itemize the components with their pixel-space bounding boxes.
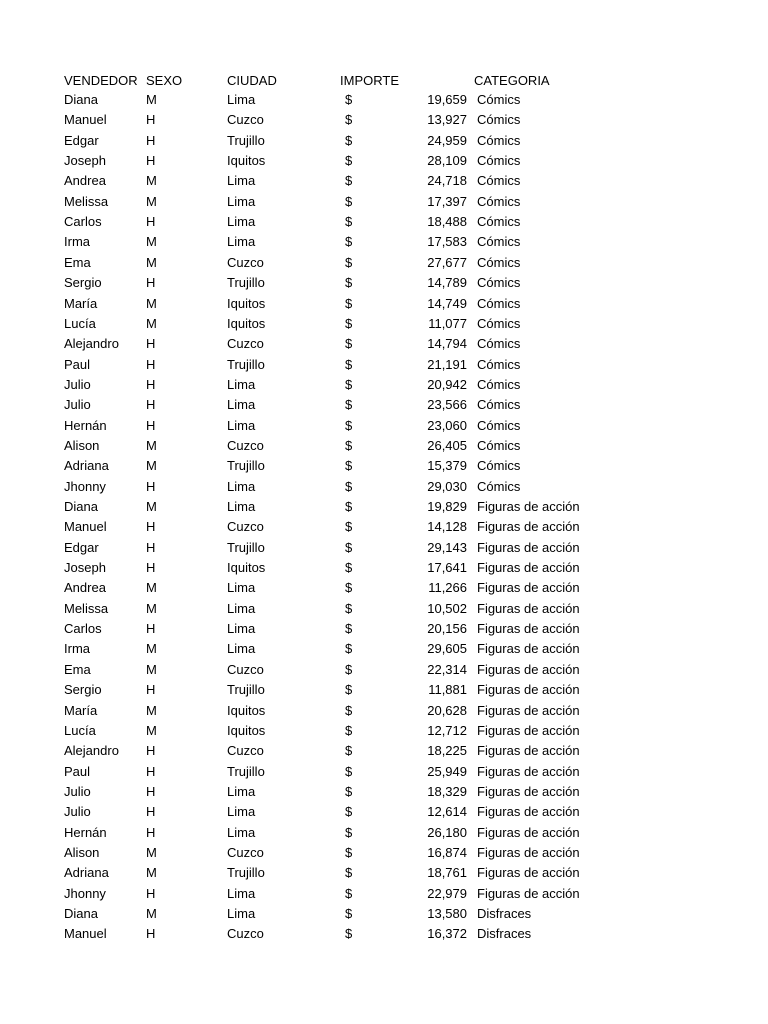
cell-ciudad: Lima xyxy=(227,804,256,820)
table-row xyxy=(0,110,768,130)
cell-importe: 14,789 xyxy=(427,275,467,291)
table-row xyxy=(0,639,768,659)
cell-importe: 24,718 xyxy=(427,173,467,189)
cell-currency-symbol: $ xyxy=(345,275,353,291)
table-row xyxy=(0,294,768,314)
cell-categoria: Cómics xyxy=(477,437,521,453)
table-row xyxy=(0,253,768,273)
cell-ciudad: Trujillo xyxy=(227,763,265,779)
cell-importe: 23,566 xyxy=(427,397,467,413)
cell-vendedor: Lucía xyxy=(64,722,96,738)
cell-ciudad: Lima xyxy=(227,193,256,209)
table-row xyxy=(0,395,768,415)
cell-sexo: H xyxy=(146,682,156,698)
cell-ciudad: Iquitos xyxy=(227,295,266,311)
table-row xyxy=(0,904,768,924)
cell-importe: 18,225 xyxy=(427,743,467,759)
cell-ciudad: Lima xyxy=(227,499,256,514)
table-row xyxy=(0,497,768,517)
cell-currency-symbol: $ xyxy=(345,397,353,413)
cell-currency-symbol: $ xyxy=(345,722,353,738)
cell-ciudad: Iquitos xyxy=(227,722,266,738)
table-row xyxy=(0,924,768,944)
cell-categoria: Cómics xyxy=(477,376,521,392)
cell-sexo: H xyxy=(146,417,156,433)
table-row xyxy=(0,436,768,456)
cell-categoria: Figuras de acción xyxy=(477,702,580,718)
table-row xyxy=(0,558,768,578)
cell-categoria: Cómics xyxy=(477,397,521,413)
cell-categoria: Cómics xyxy=(477,234,521,250)
table-row xyxy=(0,782,768,802)
cell-sexo: H xyxy=(146,112,156,128)
cell-importe: 29,605 xyxy=(427,641,467,657)
cell-importe: 22,979 xyxy=(427,885,467,901)
table-row xyxy=(0,538,768,558)
cell-ciudad: Lima xyxy=(227,783,256,799)
cell-importe: 13,927 xyxy=(427,112,467,128)
cell-sexo: M xyxy=(146,722,157,738)
cell-importe: 23,060 xyxy=(427,417,467,433)
cell-sexo: H xyxy=(146,356,156,372)
cell-ciudad: Trujillo xyxy=(227,539,265,555)
table-row xyxy=(0,884,768,904)
cell-currency-symbol: $ xyxy=(345,926,353,942)
cell-currency-symbol: $ xyxy=(345,682,353,698)
cell-categoria: Cómics xyxy=(477,336,521,352)
cell-currency-symbol: $ xyxy=(345,844,353,860)
cell-ciudad: Cuzco xyxy=(227,743,264,759)
cell-vendedor: Paul xyxy=(64,763,91,779)
cell-categoria: Figuras de acción xyxy=(477,844,580,860)
cell-vendedor: Lucía xyxy=(64,315,96,331)
cell-vendedor: Jhonny xyxy=(64,478,106,494)
cell-vendedor: Alison xyxy=(64,437,100,453)
cell-importe: 20,628 xyxy=(427,702,467,718)
cell-sexo: H xyxy=(146,214,156,230)
cell-sexo: M xyxy=(146,844,157,860)
cell-sexo: M xyxy=(146,193,157,209)
cell-categoria: Figuras de acción xyxy=(477,661,580,677)
cell-currency-symbol: $ xyxy=(345,417,353,433)
cell-importe: 12,614 xyxy=(427,804,467,820)
cell-currency-symbol: $ xyxy=(345,824,353,840)
cell-importe: 14,794 xyxy=(427,336,467,352)
header-importe: IMPORTE xyxy=(340,73,399,88)
cell-sexo: M xyxy=(146,92,157,107)
cell-vendedor: Carlos xyxy=(64,621,102,637)
cell-importe: 18,329 xyxy=(427,783,467,799)
table-row xyxy=(0,314,768,334)
cell-currency-symbol: $ xyxy=(345,539,353,555)
cell-sexo: H xyxy=(146,376,156,392)
table-row xyxy=(0,599,768,619)
cell-sexo: M xyxy=(146,173,157,189)
cell-currency-symbol: $ xyxy=(345,92,353,107)
cell-importe: 12,712 xyxy=(427,722,467,738)
cell-vendedor: Manuel xyxy=(64,112,107,128)
cell-vendedor: Paul xyxy=(64,356,91,372)
cell-importe: 16,372 xyxy=(427,926,467,942)
table-row xyxy=(0,90,768,110)
cell-importe: 24,959 xyxy=(427,132,467,148)
cell-ciudad: Cuzco xyxy=(227,844,264,860)
cell-sexo: M xyxy=(146,295,157,311)
table-row xyxy=(0,273,768,293)
cell-sexo: H xyxy=(146,336,156,352)
cell-categoria: Cómics xyxy=(477,275,521,291)
cell-ciudad: Trujillo xyxy=(227,132,265,148)
cell-categoria: Figuras de acción xyxy=(477,539,580,555)
cell-importe: 17,641 xyxy=(427,560,467,576)
cell-sexo: M xyxy=(146,315,157,331)
cell-sexo: M xyxy=(146,458,157,474)
cell-vendedor: Joseph xyxy=(64,560,106,576)
cell-currency-symbol: $ xyxy=(345,437,353,453)
cell-currency-symbol: $ xyxy=(345,580,353,596)
table-row xyxy=(0,741,768,761)
cell-currency-symbol: $ xyxy=(345,173,353,189)
cell-currency-symbol: $ xyxy=(345,560,353,576)
cell-ciudad: Lima xyxy=(227,92,256,107)
cell-currency-symbol: $ xyxy=(345,376,353,392)
table-row xyxy=(0,517,768,537)
cell-importe: 19,829 xyxy=(427,499,467,514)
table-row xyxy=(0,843,768,863)
table-row xyxy=(0,456,768,476)
cell-categoria: Figuras de acción xyxy=(477,783,580,799)
cell-sexo: M xyxy=(146,641,157,657)
cell-vendedor: Ema xyxy=(64,254,91,270)
cell-sexo: M xyxy=(146,499,157,514)
cell-importe: 29,143 xyxy=(427,539,467,555)
cell-currency-symbol: $ xyxy=(345,315,353,331)
cell-sexo: H xyxy=(146,783,156,799)
cell-sexo: H xyxy=(146,132,156,148)
cell-importe: 16,874 xyxy=(427,844,467,860)
cell-sexo: M xyxy=(146,580,157,596)
cell-categoria: Cómics xyxy=(477,458,521,474)
cell-currency-symbol: $ xyxy=(345,214,353,230)
cell-importe: 11,881 xyxy=(428,682,467,698)
cell-ciudad: Iquitos xyxy=(227,315,266,331)
cell-vendedor: Diana xyxy=(64,92,98,107)
table-row xyxy=(0,823,768,843)
cell-categoria: Figuras de acción xyxy=(477,743,580,759)
table-row xyxy=(0,619,768,639)
cell-ciudad: Lima xyxy=(227,214,256,230)
cell-categoria: Cómics xyxy=(477,417,521,433)
cell-currency-symbol: $ xyxy=(345,234,353,250)
cell-categoria: Figuras de acción xyxy=(477,865,580,881)
cell-sexo: H xyxy=(146,519,156,535)
cell-vendedor: Irma xyxy=(64,641,90,657)
cell-ciudad: Lima xyxy=(227,824,256,840)
cell-currency-symbol: $ xyxy=(345,153,353,169)
cell-categoria: Figuras de acción xyxy=(477,763,580,779)
cell-vendedor: Manuel xyxy=(64,926,107,942)
table-row xyxy=(0,578,768,598)
cell-currency-symbol: $ xyxy=(345,458,353,474)
table-row xyxy=(0,416,768,436)
cell-importe: 20,942 xyxy=(427,376,467,392)
cell-importe: 14,749 xyxy=(427,295,467,311)
cell-categoria: Cómics xyxy=(477,92,521,107)
cell-vendedor: Edgar xyxy=(64,539,99,555)
cell-ciudad: Cuzco xyxy=(227,437,264,453)
cell-ciudad: Lima xyxy=(227,885,256,901)
cell-importe: 22,314 xyxy=(427,661,467,677)
table-row xyxy=(0,762,768,782)
cell-importe: 15,379 xyxy=(427,458,467,474)
cell-categoria: Cómics xyxy=(477,254,521,270)
cell-categoria: Figuras de acción xyxy=(477,641,580,657)
cell-ciudad: Lima xyxy=(227,478,256,494)
table-row xyxy=(0,477,768,497)
table-row xyxy=(0,131,768,151)
cell-vendedor: Melissa xyxy=(64,600,109,616)
cell-currency-symbol: $ xyxy=(345,763,353,779)
cell-categoria: Cómics xyxy=(477,295,521,311)
cell-categoria: Disfraces xyxy=(477,906,532,921)
cell-importe: 26,405 xyxy=(427,437,467,453)
cell-ciudad: Lima xyxy=(227,397,256,413)
cell-currency-symbol: $ xyxy=(345,743,353,759)
cell-currency-symbol: $ xyxy=(345,336,353,352)
cell-vendedor: Julio xyxy=(64,804,91,820)
table-row xyxy=(0,212,768,232)
cell-vendedor: Diana xyxy=(64,499,98,514)
cell-categoria: Figuras de acción xyxy=(477,621,580,637)
cell-sexo: H xyxy=(146,824,156,840)
cell-ciudad: Trujillo xyxy=(227,458,265,474)
cell-importe: 17,397 xyxy=(427,193,467,209)
cell-ciudad: Iquitos xyxy=(227,153,266,169)
cell-ciudad: Trujillo xyxy=(227,865,265,881)
cell-vendedor: Edgar xyxy=(64,132,99,148)
cell-sexo: M xyxy=(146,702,157,718)
cell-ciudad: Lima xyxy=(227,376,256,392)
cell-vendedor: Adriana xyxy=(64,458,109,474)
cell-sexo: H xyxy=(146,560,156,576)
cell-ciudad: Cuzco xyxy=(227,336,264,352)
cell-importe: 19,659 xyxy=(427,92,467,107)
cell-categoria: Figuras de acción xyxy=(477,824,580,840)
cell-importe: 11,266 xyxy=(428,580,467,596)
cell-vendedor: Julio xyxy=(64,376,91,392)
cell-importe: 13,580 xyxy=(427,906,467,921)
cell-ciudad: Trujillo xyxy=(227,682,265,698)
cell-vendedor: Alejandro xyxy=(64,336,119,352)
cell-vendedor: María xyxy=(64,702,98,718)
cell-vendedor: Irma xyxy=(64,234,90,250)
cell-currency-symbol: $ xyxy=(345,885,353,901)
cell-sexo: M xyxy=(146,600,157,616)
cell-sexo: M xyxy=(146,906,157,921)
cell-importe: 21,191 xyxy=(427,356,467,372)
cell-ciudad: Lima xyxy=(227,906,256,921)
table-row xyxy=(0,355,768,375)
table-row xyxy=(0,660,768,680)
table-row xyxy=(0,232,768,252)
header-ciudad: CIUDAD xyxy=(227,73,277,88)
cell-importe: 18,761 xyxy=(427,865,467,881)
header-categoria: CATEGORIA xyxy=(474,73,550,88)
table-row xyxy=(0,802,768,822)
cell-currency-symbol: $ xyxy=(345,193,353,209)
cell-ciudad: Cuzco xyxy=(227,926,264,942)
cell-categoria: Figuras de acción xyxy=(477,499,580,514)
cell-categoria: Figuras de acción xyxy=(477,600,580,616)
cell-sexo: M xyxy=(146,661,157,677)
cell-sexo: H xyxy=(146,926,156,942)
cell-importe: 26,180 xyxy=(427,824,467,840)
cell-categoria: Cómics xyxy=(477,356,521,372)
cell-ciudad: Lima xyxy=(227,621,256,637)
cell-categoria: Figuras de acción xyxy=(477,682,580,698)
cell-sexo: M xyxy=(146,865,157,881)
cell-sexo: H xyxy=(146,275,156,291)
table-row xyxy=(0,171,768,191)
cell-ciudad: Cuzco xyxy=(227,661,264,677)
cell-categoria: Figuras de acción xyxy=(477,560,580,576)
cell-categoria: Figuras de acción xyxy=(477,885,580,901)
table-row xyxy=(0,680,768,700)
table-row xyxy=(0,701,768,721)
cell-vendedor: Carlos xyxy=(64,214,102,230)
cell-vendedor: Manuel xyxy=(64,519,107,535)
cell-currency-symbol: $ xyxy=(345,295,353,311)
cell-vendedor: Andrea xyxy=(64,580,106,596)
cell-currency-symbol: $ xyxy=(345,661,353,677)
cell-currency-symbol: $ xyxy=(345,600,353,616)
cell-sexo: M xyxy=(146,254,157,270)
header-sexo: SEXO xyxy=(146,73,183,88)
cell-vendedor: Andrea xyxy=(64,173,106,189)
cell-importe: 17,583 xyxy=(427,234,467,250)
cell-importe: 11,077 xyxy=(428,315,467,331)
cell-currency-symbol: $ xyxy=(345,783,353,799)
cell-vendedor: Diana xyxy=(64,906,98,921)
cell-ciudad: Trujillo xyxy=(227,275,265,291)
cell-currency-symbol: $ xyxy=(345,865,353,881)
cell-vendedor: Sergio xyxy=(64,275,102,291)
cell-importe: 18,488 xyxy=(427,214,467,230)
cell-sexo: H xyxy=(146,153,156,169)
table-row xyxy=(0,721,768,741)
cell-sexo: H xyxy=(146,763,156,779)
cell-categoria: Cómics xyxy=(477,153,521,169)
cell-sexo: H xyxy=(146,478,156,494)
cell-importe: 28,109 xyxy=(427,153,467,169)
cell-vendedor: Julio xyxy=(64,783,91,799)
cell-vendedor: Hernán xyxy=(64,417,107,433)
cell-ciudad: Lima xyxy=(227,234,256,250)
cell-categoria: Cómics xyxy=(477,193,521,209)
cell-currency-symbol: $ xyxy=(345,112,353,128)
cell-currency-symbol: $ xyxy=(345,356,353,372)
cell-categoria: Cómics xyxy=(477,315,521,331)
cell-ciudad: Cuzco xyxy=(227,254,264,270)
cell-vendedor: Adriana xyxy=(64,865,109,881)
cell-currency-symbol: $ xyxy=(345,621,353,637)
cell-vendedor: Julio xyxy=(64,397,91,413)
cell-vendedor: Jhonny xyxy=(64,885,106,901)
cell-importe: 29,030 xyxy=(427,478,467,494)
cell-ciudad: Cuzco xyxy=(227,519,264,535)
cell-currency-symbol: $ xyxy=(345,132,353,148)
cell-vendedor: Sergio xyxy=(64,682,102,698)
cell-sexo: H xyxy=(146,397,156,413)
cell-categoria: Figuras de acción xyxy=(477,722,580,738)
cell-currency-symbol: $ xyxy=(345,702,353,718)
cell-categoria: Cómics xyxy=(477,112,521,128)
cell-currency-symbol: $ xyxy=(345,499,353,514)
cell-sexo: H xyxy=(146,885,156,901)
cell-sexo: M xyxy=(146,437,157,453)
cell-currency-symbol: $ xyxy=(345,254,353,270)
cell-ciudad: Iquitos xyxy=(227,702,266,718)
cell-vendedor: Alejandro xyxy=(64,743,119,759)
cell-currency-symbol: $ xyxy=(345,519,353,535)
table-row xyxy=(0,192,768,212)
cell-vendedor: Alison xyxy=(64,844,100,860)
cell-currency-symbol: $ xyxy=(345,906,353,921)
cell-vendedor: Ema xyxy=(64,661,91,677)
cell-ciudad: Lima xyxy=(227,417,256,433)
cell-categoria: Cómics xyxy=(477,132,521,148)
table-row xyxy=(0,375,768,395)
cell-importe: 14,128 xyxy=(427,519,467,535)
cell-currency-symbol: $ xyxy=(345,641,353,657)
cell-ciudad: Iquitos xyxy=(227,560,266,576)
cell-ciudad: Lima xyxy=(227,600,256,616)
cell-ciudad: Cuzco xyxy=(227,112,264,128)
cell-ciudad: Trujillo xyxy=(227,356,265,372)
table-row xyxy=(0,151,768,171)
cell-ciudad: Lima xyxy=(227,641,256,657)
cell-importe: 20,156 xyxy=(427,621,467,637)
table-row xyxy=(0,863,768,883)
cell-ciudad: Lima xyxy=(227,173,256,189)
cell-sexo: H xyxy=(146,743,156,759)
cell-currency-symbol: $ xyxy=(345,804,353,820)
cell-vendedor: Joseph xyxy=(64,153,106,169)
cell-importe: 10,502 xyxy=(427,600,467,616)
cell-categoria: Cómics xyxy=(477,214,521,230)
cell-sexo: H xyxy=(146,804,156,820)
cell-categoria: Cómics xyxy=(477,173,521,189)
cell-categoria: Figuras de acción xyxy=(477,519,580,535)
cell-sexo: M xyxy=(146,234,157,250)
cell-sexo: H xyxy=(146,621,156,637)
cell-vendedor: Melissa xyxy=(64,193,109,209)
cell-sexo: H xyxy=(146,539,156,555)
cell-categoria: Figuras de acción xyxy=(477,804,580,820)
cell-vendedor: María xyxy=(64,295,98,311)
cell-vendedor: Hernán xyxy=(64,824,107,840)
cell-categoria: Cómics xyxy=(477,478,521,494)
cell-importe: 27,677 xyxy=(427,254,467,270)
cell-ciudad: Lima xyxy=(227,580,256,596)
cell-categoria: Disfraces xyxy=(477,926,532,942)
table-row xyxy=(0,334,768,354)
cell-importe: 25,949 xyxy=(427,763,467,779)
header-vendedor: VENDEDOR xyxy=(64,73,138,88)
cell-categoria: Figuras de acción xyxy=(477,580,580,596)
cell-currency-symbol: $ xyxy=(345,478,353,494)
